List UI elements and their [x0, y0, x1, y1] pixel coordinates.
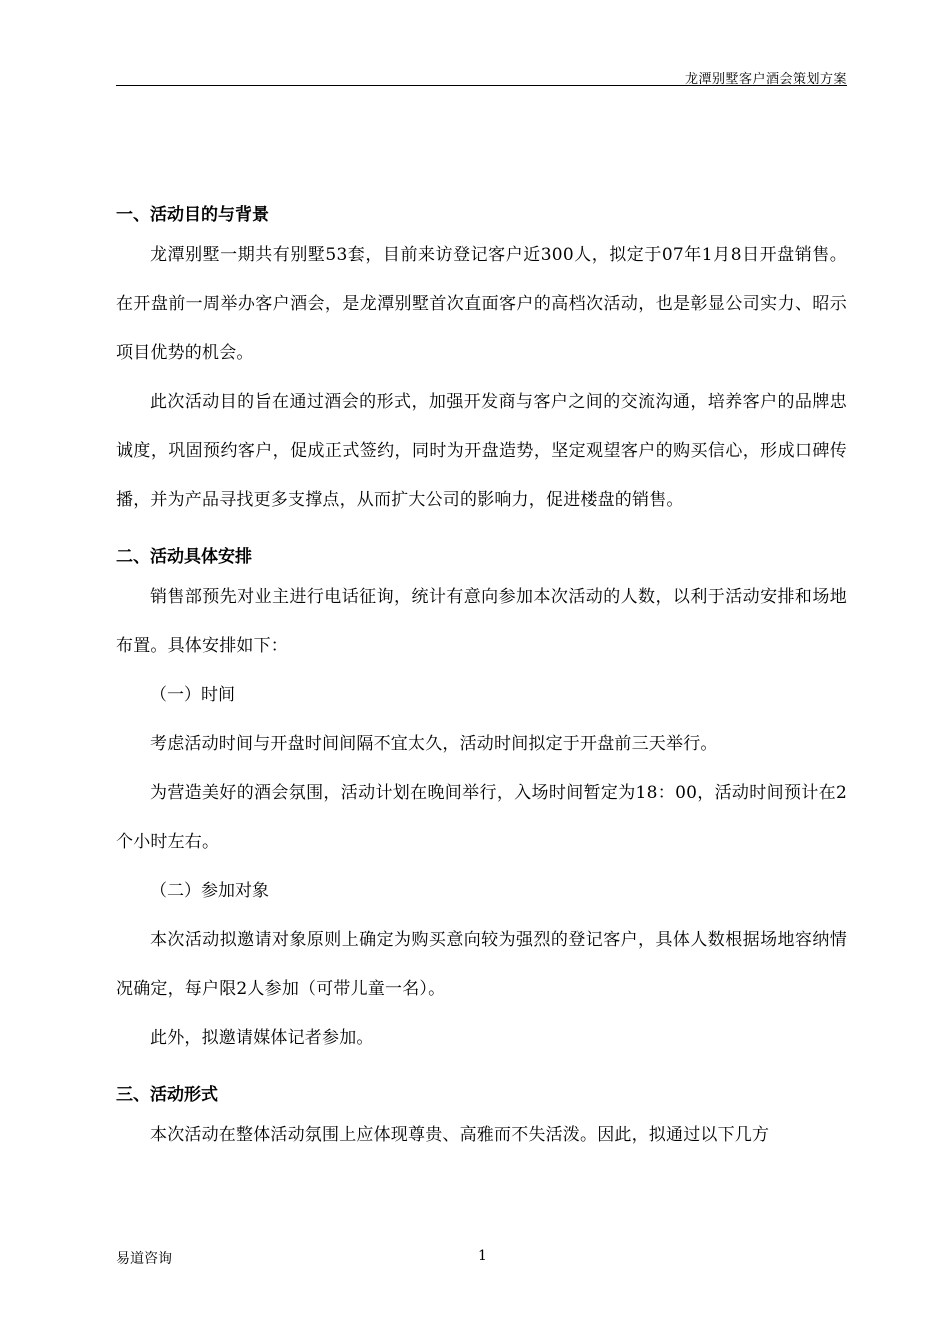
running-header-title: 龙潭别墅客户酒会策划方案	[684, 72, 847, 87]
page-number: 1	[478, 1248, 487, 1264]
header-rule	[116, 85, 847, 86]
subheading-time: （一）时间	[150, 685, 235, 705]
paragraph: 本次活动在整体活动氛围上应体现尊贵、高雅而不失活泼。因此，拟通过以下几方	[150, 1125, 770, 1145]
subheading-participants: （二）参加对象	[150, 881, 269, 901]
paragraph: 为营造美好的酒会氛围，活动计划在晚间举行，入场时间暂定为18：00，活动时间预计在2个小时左右。	[116, 783, 847, 852]
paragraph: 龙潭别墅一期共有别墅53套，目前来访登记客户近300人，拟定于07年1月8日开盘销售。在开盘前一周举办客户酒会，是龙潭别墅首次直面客户的高档次活动，也是彰显公司实力、昭示项目优势的机会。	[116, 245, 847, 363]
paragraph: 考虑活动时间与开盘时间间隔不宜太久，活动时间拟定于开盘前三天举行。	[150, 734, 718, 754]
paragraph: 销售部预先对业主进行电话征询，统计有意向参加本次活动的人数，以利于活动安排和场地布置。具体安排如下：	[116, 587, 847, 656]
section-heading-arrangement: 二、活动具体安排	[116, 547, 252, 567]
section-heading-format: 三、活动形式	[116, 1085, 218, 1105]
document-body	[116, 199, 847, 1160]
paragraph: 此外，拟邀请媒体记者参加。	[150, 1028, 374, 1048]
section-heading-purpose: 一、活动目的与背景	[116, 205, 269, 225]
footer-company: 易道咨询	[116, 1251, 172, 1267]
paragraph: 此次活动目的旨在通过酒会的形式，加强开发商与客户之间的交流沟通，培养客户的品牌忠诚度，巩固预约客户，促成正式签约，同时为开盘造势，坚定观望客户的购买信心，形成口碑传播，并为产品寻找更多支撑点，从而扩大公司的影响力，促进楼盘的销售。	[116, 392, 847, 510]
paragraph: 本次活动拟邀请对象原则上确定为购买意向较为强烈的登记客户，具体人数根据场地容纳情况确定，每户限2人参加（可带儿童一名）。	[116, 930, 847, 999]
